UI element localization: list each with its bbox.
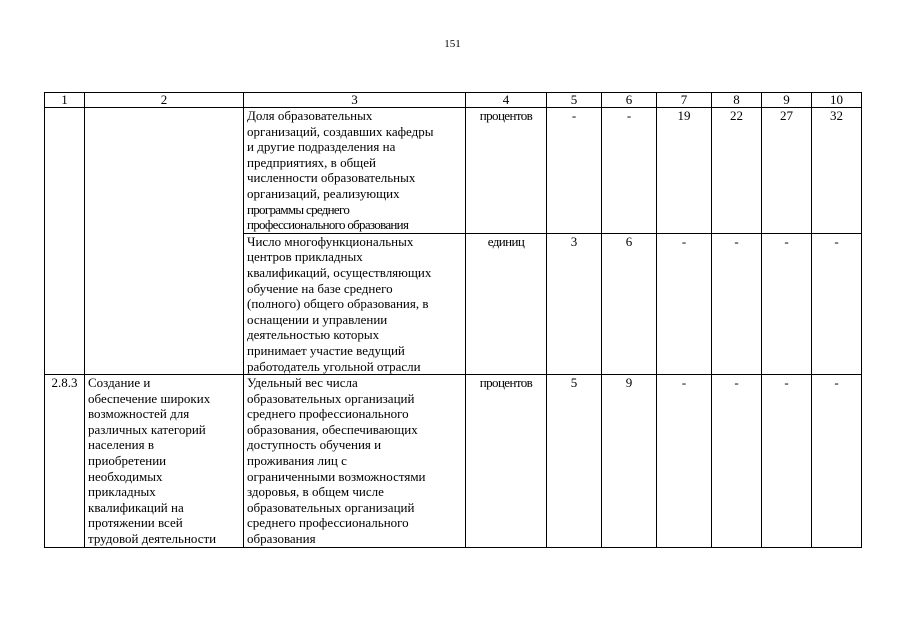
value-cell: - — [712, 375, 762, 548]
indicator-line: организаций, создавших кафедры — [247, 123, 434, 139]
column-header: 7 — [657, 93, 712, 108]
column-header: 2 — [85, 93, 244, 108]
value-cell: 6 — [602, 233, 657, 374]
unit-cell: процентов — [466, 375, 547, 548]
indicator-line: образования — [247, 531, 316, 547]
indicator-line: Доля образовательных — [247, 108, 373, 123]
value-cell: 22 — [712, 108, 762, 234]
indicator-line: оснащении и управлении — [247, 311, 388, 327]
indicator-line: доступность обучения и — [247, 437, 382, 453]
measure-line: различных категорий — [88, 421, 206, 437]
value-cell: 32 — [812, 108, 862, 234]
column-header: 10 — [812, 93, 862, 108]
measure-cell — [85, 108, 244, 375]
indicator-line: программы среднего — [247, 201, 350, 217]
table-row — [45, 108, 862, 234]
indicator-line: образовательных организаций — [247, 390, 415, 406]
indicator-line: численности образовательных — [247, 170, 416, 186]
measure-line: возможностей для — [88, 406, 190, 422]
row-number-cell — [45, 108, 85, 375]
column-header: 8 — [712, 93, 762, 108]
measure-line: протяжении всей — [88, 515, 183, 531]
indicator-line: деятельностью которых — [247, 327, 380, 343]
value-cell: - — [762, 233, 812, 374]
measure-cell — [85, 375, 244, 548]
value-cell: - — [657, 375, 712, 548]
indicator-line: здоровья, в общем числе — [247, 484, 384, 500]
row-number-cell: 2.8.3 — [45, 375, 85, 548]
header-row — [45, 93, 862, 108]
column-header: 1 — [45, 93, 85, 108]
indicator-line: принимает участие ведущий — [247, 342, 405, 358]
value-cell: - — [712, 233, 762, 374]
indicator-line: Число многофункциональных — [247, 233, 414, 249]
indicator-line: образовательных организаций — [247, 499, 415, 515]
value-cell: - — [762, 375, 812, 548]
measure-line: трудовой деятельности — [88, 531, 217, 547]
measure-line: прикладных — [88, 484, 156, 500]
indicator-cell — [244, 233, 466, 374]
value-cell: 27 — [762, 108, 812, 234]
indicator-line: среднего профессионального — [247, 406, 409, 422]
indicator-line: проживания лиц с — [247, 453, 347, 469]
column-header: 3 — [244, 93, 466, 108]
value-cell: - — [812, 375, 862, 548]
value-cell: 3 — [547, 233, 602, 374]
page-number: 151 — [444, 38, 461, 50]
measure-line: приобретении — [88, 453, 167, 469]
indicator-line: среднего профессионального — [247, 515, 409, 531]
indicator-line: (полного) общего образования, в — [247, 296, 429, 312]
indicator-line: Удельный вес числа — [247, 375, 358, 391]
value-cell: 19 — [657, 108, 712, 234]
value-cell: 9 — [602, 375, 657, 548]
indicator-line: квалификаций, осуществляющих — [247, 264, 432, 280]
measure-line: населения в — [88, 437, 154, 453]
indicator-line: работодатель угольной отрасли — [247, 358, 421, 374]
indicator-line: обучение на базе среднего — [247, 280, 393, 296]
indicator-line: образования, обеспечивающих — [247, 421, 418, 437]
indicator-cell — [244, 108, 466, 234]
value-cell: - — [547, 108, 602, 234]
column-header: 9 — [762, 93, 812, 108]
measure-line: квалификаций на — [88, 499, 184, 515]
column-header: 4 — [466, 93, 547, 108]
measure-line: обеспечение широких — [88, 390, 211, 406]
column-header: 5 — [547, 93, 602, 108]
measure-line: необходимых — [88, 468, 163, 484]
measure-line: Создание и — [88, 375, 151, 391]
indicator-line: предприятиях, в общей — [247, 154, 376, 170]
table-row — [45, 375, 862, 548]
indicator-line: ограниченными возможностями — [247, 468, 426, 484]
unit-cell: процентов — [466, 108, 547, 234]
value-cell: - — [602, 108, 657, 234]
column-header: 6 — [602, 93, 657, 108]
value-cell: - — [657, 233, 712, 374]
value-cell: - — [812, 233, 862, 374]
indicators-table — [44, 92, 862, 548]
value-cell: 5 — [547, 375, 602, 548]
indicator-line: и другие подразделения на — [247, 139, 396, 155]
indicator-line: профессионального образования — [247, 217, 409, 233]
indicator-line: центров прикладных — [247, 249, 363, 265]
unit-cell: единиц — [466, 233, 547, 374]
indicator-line: организаций, реализующих — [247, 185, 400, 201]
indicator-cell — [244, 375, 466, 548]
